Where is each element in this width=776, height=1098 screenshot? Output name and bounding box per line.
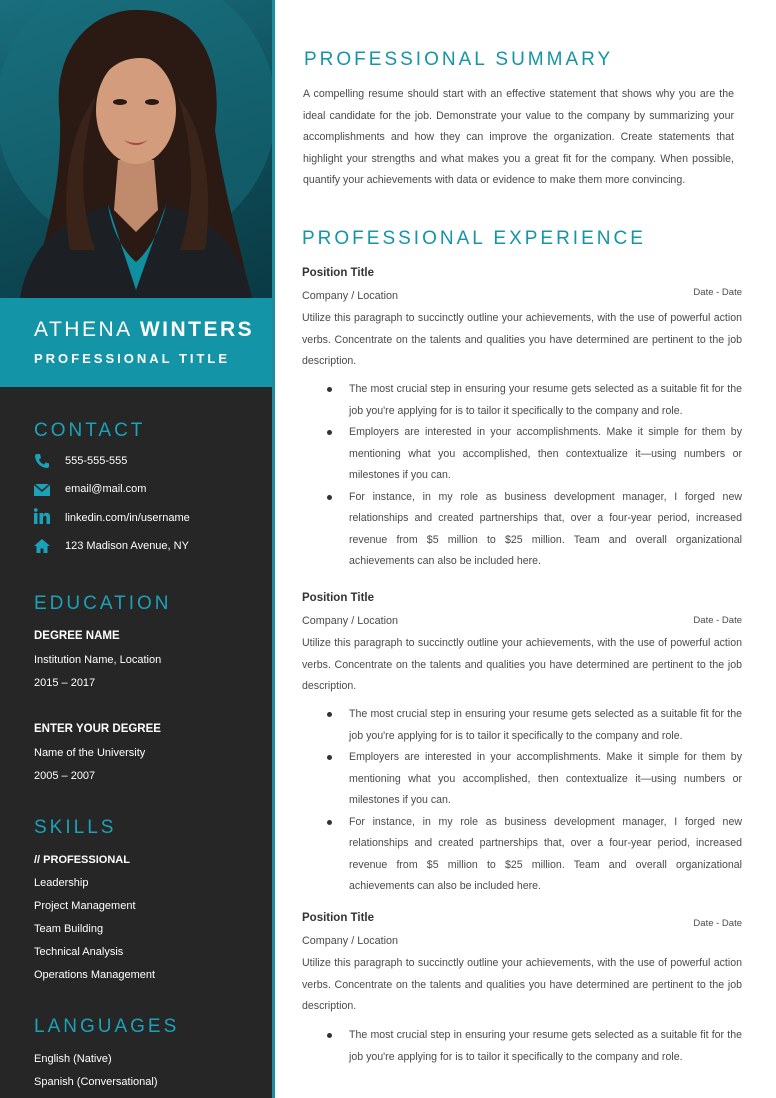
job-bullets <box>302 704 742 898</box>
education-degree: DEGREE NAME <box>34 630 120 642</box>
job-bullet: The most crucial step in ensuring your resume gets selected as a suitable fit for the job you're applying for is to tailor it specifically to the company and role. <box>302 379 742 422</box>
job-bullet: Employers are interested in your accomplishments. Make it simple for them by mentioning what you accomplished, then contextualize it—using numbers or milestones if you can. <box>302 422 742 487</box>
job-title: Position Title <box>302 267 374 279</box>
summary-text: A compelling resume should start with an effective statement that shows why you are the ideal candidate for the job. Demonstrate your value to the company by summarizing your accomplishments and how they can improve the organization. Create statements that highlight your strengths and what makes you a great fit for the company. When possible, quantify your achievements with data or evidence to make them more convincing. <box>303 88 734 186</box>
job-company: Company / Location <box>302 615 399 627</box>
profile-photo <box>0 0 272 298</box>
first-name: ATHENA <box>34 318 132 341</box>
sidebar <box>0 0 275 1098</box>
language-item: Spanish (Conversational) <box>34 1076 158 1088</box>
job-title: Position Title <box>302 592 374 604</box>
job-bullet: The most crucial step in ensuring your resume gets selected as a suitable fit for the job you're applying for is to tailor it specifically to the company and role. <box>302 1025 742 1068</box>
experience-heading: PROFESSIONAL EXPERIENCE <box>302 228 646 249</box>
job-bullets <box>302 379 742 573</box>
linkedin-text: linkedin.com/in/username <box>65 512 190 524</box>
last-name: WINTERS <box>139 318 255 341</box>
address-text: 123 Madison Avenue, NY <box>65 540 189 552</box>
home-icon <box>34 538 50 554</box>
candidate-name <box>34 318 254 342</box>
email-icon <box>34 482 50 498</box>
summary-heading: PROFESSIONAL SUMMARY <box>304 49 614 70</box>
job-title: Position Title <box>302 912 374 924</box>
linkedin-icon <box>34 508 50 524</box>
contact-heading: CONTACT <box>34 420 146 441</box>
email-text: email@mail.com <box>65 483 147 495</box>
education-years: 2005 – 2007 <box>34 770 96 782</box>
education-heading: EDUCATION <box>34 593 172 614</box>
education-institution: Name of the University <box>34 747 146 759</box>
phone-icon <box>34 453 50 469</box>
job-bullet: The most crucial step in ensuring your resume gets selected as a suitable fit for the job you're applying for is to tailor it specifically to the company and role. <box>302 704 742 747</box>
job-bullet: For instance, in my role as business development manager, I forged new relationships and created partnerships that, over a four-year period, increased revenue from $5 million to $25 million. Team and overall organizational achievements can also be included here. <box>302 812 742 898</box>
job-company: Company / Location <box>302 935 399 947</box>
education-degree: ENTER YOUR DEGREE <box>34 723 161 735</box>
job-date: Date - Date <box>693 287 742 298</box>
job-description: Utilize this paragraph to succinctly outline your achievements, with the use of powerful action verbs. Concentrate on the talents and qualities you have determined are pertinent to the job description. <box>302 312 742 367</box>
job-company: Company / Location <box>302 290 399 302</box>
skills-heading: SKILLS <box>34 817 117 838</box>
professional-title: PROFESSIONAL TITLE <box>34 351 231 366</box>
skill-item: Technical Analysis <box>34 946 124 958</box>
job-bullets <box>302 1025 742 1068</box>
job-description: Utilize this paragraph to succinctly outline your achievements, with the use of powerful action verbs. Concentrate on the talents and qualities you have determined are pertinent to the job description. <box>302 957 742 1012</box>
language-item: English (Native) <box>34 1053 112 1065</box>
job-date: Date - Date <box>693 615 742 626</box>
education-years: 2015 – 2017 <box>34 677 96 689</box>
job-bullet: Employers are interested in your accomplishments. Make it simple for them by mentioning what you accomplished, then contextualize it—using numbers or milestones if you can. <box>302 747 742 812</box>
skills-subheading: // PROFESSIONAL <box>34 854 130 866</box>
phone-text: 555-555-555 <box>65 455 128 467</box>
skill-item: Operations Management <box>34 969 156 981</box>
education-institution: Institution Name, Location <box>34 654 162 666</box>
job-bullet: For instance, in my role as business development manager, I forged new relationships and created partnerships that, over a four-year period, increased revenue from $5 million to $25 million. Team and overall organizational achievements can also be included here. <box>302 487 742 573</box>
main-content <box>275 0 776 1098</box>
name-band <box>0 298 272 387</box>
languages-heading: LANGUAGES <box>34 1016 180 1037</box>
skill-item: Project Management <box>34 900 136 912</box>
skill-item: Team Building <box>34 923 104 935</box>
job-date: Date - Date <box>693 918 742 929</box>
job-description: Utilize this paragraph to succinctly outline your achievements, with the use of powerful action verbs. Concentrate on the talents and qualities you have determined are pertinent to the job description. <box>302 637 742 692</box>
skill-item: Leadership <box>34 877 89 889</box>
